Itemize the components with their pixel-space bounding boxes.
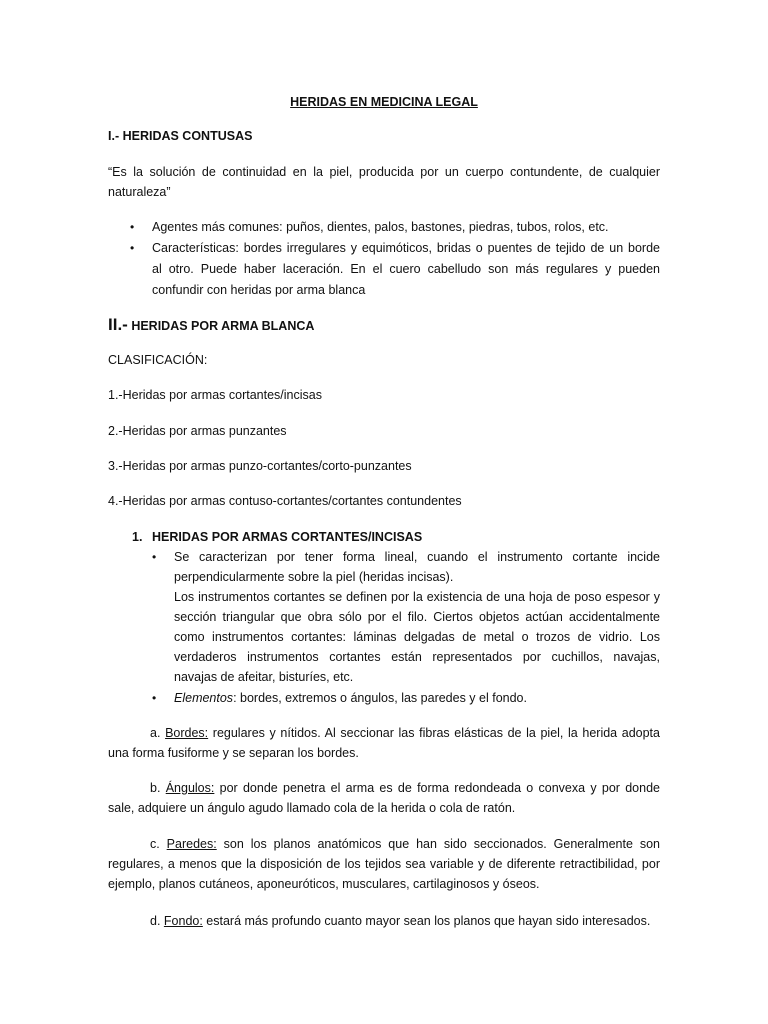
part-label-bordes: Bordes: [165,726,209,740]
part-b-line [150,778,660,798]
part-text: sale, adquiere un ángulo agudo llamado cola de la herida o cola de ratón. [108,801,516,815]
bullet-icon: • [152,550,157,564]
definition-line: naturaleza” [108,185,171,199]
bullet-icon: • [130,220,135,234]
bullet-text: Características: bordes irregulares y equimóticos, bridas o puentes de tejido de un borde [152,241,660,255]
bullet-text: confundir con heridas por arma blanca [152,283,366,297]
elements-line [174,688,527,708]
section-heading-prefix: II.- [108,315,128,334]
classification-item: 4.-Heridas por armas contuso-cortantes/cortantes contundentes [108,494,462,508]
part-prefix: d. [150,914,164,928]
part-prefix: b. [150,781,166,795]
part-text: regulares y nítidos. Al seccionar las fibras elásticas de la piel, la herida adopta [208,726,660,740]
subsection-heading: HERIDAS POR ARMAS CORTANTES/INCISAS [152,530,423,544]
part-text: regulares, a menos que la disposición de los tejidos sea variable y de diferente retractibilidad, por [108,857,660,871]
bullet-text: Agentes más comunes: puños, dientes, palos, bastones, piedras, tubos, rolos, etc. [152,220,609,234]
part-prefix: c. [150,837,167,851]
paragraph-line: Los instrumentos cortantes se definen por la existencia de una hoja de poso espesor y [174,590,660,604]
part-a-line [150,723,660,743]
bullet-icon: • [130,241,135,255]
part-text: una forma fusiforme y se separan los bordes. [108,746,359,760]
classification-item: 2.-Heridas por armas punzantes [108,424,287,438]
subsection-number: 1. [132,530,143,544]
elements-label: Elementos [174,691,234,705]
part-c-line [150,834,660,854]
classification-item: 3.-Heridas por armas punzo-cortantes/corto-punzantes [108,459,412,473]
paragraph-line: verdaderos instrumentos cortantes están representados por cuchillos, navajas, [174,650,660,664]
section-heading-arma-blanca [108,315,314,336]
paragraph-line: navajas de afeitar, bisturíes, etc. [174,670,354,684]
part-text: por donde penetra el arma es de forma redondeada o convexa y por donde [214,781,660,795]
paragraph-line: perpendicularmente sobre la piel (heridas incisas). [174,570,454,584]
section-heading-contusas: I.- HERIDAS CONTUSAS [108,129,253,143]
paragraph-line: como instrumentos cortantes: láminas delgadas de metal o trozos de vidrio. Los [174,630,660,644]
classification-label: CLASIFICACIÓN: [108,353,208,367]
part-label-paredes: Paredes: [166,837,217,851]
bullet-text: al otro. Puede haber laceración. En el cuero cabelludo son más regulares y pueden [152,262,660,276]
paragraph-line: Se caracterizan por tener forma lineal, cuando el instrumento cortante incide [174,550,660,564]
paragraph-line: sección triangular que obra sólo por el filo. Ciertos objetos actúan accidentalmente [174,610,660,624]
part-label-fondo: Fondo: [163,914,203,928]
document-title: HERIDAS EN MEDICINA LEGAL [290,95,478,109]
definition-line: “Es la solución de continuidad en la piel, producida por un cuerpo contundente, de cualquier [108,165,660,179]
elements-text: : bordes, extremos o ángulos, las paredes y el fondo. [233,691,527,705]
classification-item: 1.-Heridas por armas cortantes/incisas [108,388,322,402]
section-heading-text: HERIDAS POR ARMA BLANCA [127,319,315,333]
part-text: son los planos anatómicos que han sido seccionados. Generalmente son [216,837,660,851]
part-label-angulos: Ángulos: [165,781,215,795]
part-text: ejemplo, planos cutáneos, aponeuróticos, musculares, cartilaginosos y óseos. [108,877,540,891]
part-prefix: a. [150,726,166,740]
part-text: estará más profundo cuanto mayor sean los planos que hayan sido interesados. [202,914,651,928]
part-d-line [150,911,650,931]
bullet-icon: • [152,691,157,705]
